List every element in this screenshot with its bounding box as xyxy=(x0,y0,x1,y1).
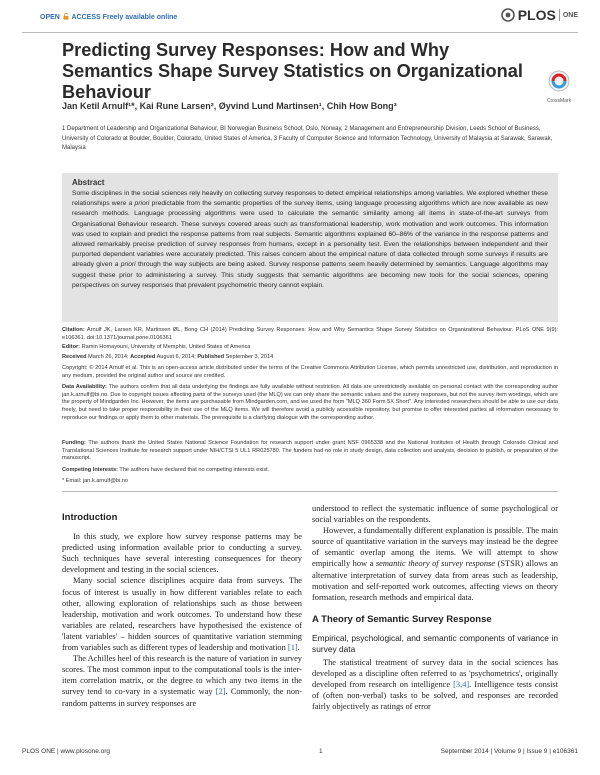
intro-paragraph-3 xyxy=(62,653,302,708)
freely-available-label: Freely available online xyxy=(102,14,178,21)
data-availability-block xyxy=(62,384,558,423)
left-column xyxy=(62,512,302,709)
footer-journal-url: PLOS ONE | www.plosone.org xyxy=(22,748,111,755)
citation-link-1[interactable]: [1] xyxy=(287,643,298,653)
published-date: September 3, 2014 xyxy=(225,354,274,360)
r2-emphasis: semantic theory of survey response xyxy=(375,559,496,569)
introduction-heading: Introduction xyxy=(62,512,118,523)
open-access-access: ACCESS xyxy=(71,14,101,21)
r2-text-a: However, a fundamentally different explanation is possible. The main source of quantitative variation in the surveys may instead be the degree of semantic overlap among the items. We will attempt to show empirically how a xyxy=(312,526,558,569)
copyright-block: Copyright: © 2014 Arnulf et al. This is an open-access article distributed under the terms of the Creative Commons Attribution License, which permits unrestricted use, distribution, and reproduction in any medium, provided the original author and source are credited. xyxy=(62,365,558,379)
author-list: Jan Ketil Arnulf¹*, Kai Rune Larsen², Øyvind Lund Martinsen¹, Chih How Bong³ xyxy=(62,101,397,111)
open-access-open: OPEN xyxy=(40,14,60,21)
logo-separator xyxy=(559,9,560,21)
corresponding-email: * Email: jan.k.arnulf@bi.no xyxy=(62,478,128,484)
abstract-part-2: predictable from the semantic properties of the survey items, using language processing algorithms which are now available as new research methods. Language processing algorithms were used to calculate the semantic similarity among all items in state-of-the-art surveys from Organisational Behaviour research. These surveys covered areas such as transformational leadership, work motivation and work outcomes. This information was used to explain and predict the response patterns from real subjects. Semantic algorithms explained 60–86% of the variance in the response patterns and allowed remarkably precise prediction of survey responses from humans, except in a personality test. Even the relationships between independent and their purported dependent variables were accurately predicted. This raises concern about the empirical nature of data collected through some surveys if results are already given xyxy=(72,200,548,269)
intro-paragraph-1: In this study, we explore how survey response patterns may be predicted using information available prior to conducting a survey. Such techniques have several interesting consequences for theory development and testing in the social sciences. xyxy=(62,532,302,575)
plos-wordmark: PLOS xyxy=(517,7,556,23)
r3-text-a: The statistical treatment of survey data in the social sciences has developed as a discipline often referred to as 'psychometrics', originally developed from research on intelligence xyxy=(312,657,558,690)
theory-heading: A Theory of Semantic Survey Response xyxy=(312,613,492,625)
editor-text: Ramin Homayouni, University of Memphis, United States of America xyxy=(81,344,251,350)
accepted-label: Accepted xyxy=(130,354,156,360)
intro-paragraph-2 xyxy=(62,575,302,653)
competing-interests-block xyxy=(62,467,558,475)
crossmark-label: CrossMark xyxy=(546,98,572,104)
abstract-text xyxy=(72,189,548,291)
editor-block xyxy=(62,344,558,352)
citation-link-3[interactable]: [3,4] xyxy=(453,680,470,690)
r3-text-b: . Intelligence tests consist of (often non-verbal) tasks to be solved, and responses are recorded fairly objectively as ratings of error xyxy=(312,680,558,712)
r2-text-b: (STSR) allows an alternative interpretation of survey data from areas such as leadership, motivation and self-reported work outcomes, affecting views on theory formation, research methods and empirical data. xyxy=(312,559,558,602)
accepted-date: August 6, 2014; xyxy=(156,354,196,360)
affiliations: 1 Department of Leadership and Organizational Behaviour, BI Norwegian Business School, Oslo, Norway, 2 Management and Entrepreneurship Division, Leeds School of Business, University of Colorado at Boulder, Boulder, Colorado, United States of America, 3 Faculty of Computer Science and Information Technology, University of Malaysia at Sarawak, Sarawak, Malaysia xyxy=(62,126,553,152)
right-paragraph-3 xyxy=(312,657,558,712)
data-availability-text: The authors confirm that all data underlying the findings are fully available without restriction. All data are unrestrictedly available on personal contact with the corresponding author jan.k.arnulf@bi.no. Due to copyright issues affecting parts of the surveys used (the MLQ) we can only share the semantic values and the survey responses, but not the survey item wordings, which are the property of Mindgarden Inc. However, the items are purchasable from Mindgarden.com, and we used the form "MLQ 360 Form 5X Short". Any interested researchers should be able to use our data freely, but need to take proper responsibility in their use of the MLQ items. We will therefore avoid a publicly accessible repository, but promise to offer interested parties all information necessary to reproduce our findings or apply them to other materials. The prerequisite is a clarifying dialogue with the corresponding author. xyxy=(62,384,559,421)
abstract-emphasis-1: a priori xyxy=(128,200,150,208)
crossmark-badge[interactable] xyxy=(542,70,576,104)
article-title: Predicting Survey Responses: How and Why Semantics Shape Survey Statistics on Organizational Behaviour xyxy=(62,40,523,102)
citation-block xyxy=(62,327,558,342)
abstract-emphasis-2: a priori xyxy=(114,261,136,269)
abstract-part-1: Some disciplines in the social sciences rely heavily on collecting survey responses to detect empirical relationships among variables. We explored whether these relationships were xyxy=(72,190,548,208)
plos-one-logo xyxy=(501,7,578,23)
crossmark-icon xyxy=(548,70,570,92)
funding-label: Funding: xyxy=(62,440,86,446)
received-date: March 26, 2014; xyxy=(88,354,129,360)
p3-text-a: The Achilles heel of this research is the nature of variation in survey scores. The most common input to the computational tools is the inter-item correlation matrix, or the degree to which any two items in the survey tend to co-vary in a systematic way xyxy=(62,654,302,697)
competing-interests-label: Competing Interests: xyxy=(62,467,118,473)
right-paragraph-1: understood to reflect the systematic influence of some psychological or social variables on the respondents. xyxy=(312,504,558,525)
journal-header xyxy=(22,7,578,29)
abstract-box xyxy=(62,173,558,322)
editor-label: Editor: xyxy=(62,344,81,350)
p2-text-a: Many social science disciplines acquire data from surveys. The focus of interest is usually in how different variables relate to each other, allowing exploration of relationships such as those between leadership, motivation and work outcomes. To understand how these variables are related, researchers have hypothesised the existence of 'latent variables' – hidden sources of quantitative variation stemming from variables such as different types of leadership and motivation xyxy=(62,576,302,653)
published-label: Published xyxy=(197,354,225,360)
dates-block xyxy=(62,354,558,362)
citation-link-2[interactable]: [2] xyxy=(215,687,226,697)
data-availability-label: Data Availability: xyxy=(62,384,107,390)
meta-rule xyxy=(62,491,558,492)
plos-logo-icon xyxy=(501,8,515,22)
empirical-subheading: Empirical, psychological, and semantic components of variance in survey data xyxy=(312,632,558,654)
p2-text-b: . xyxy=(297,643,300,653)
right-paragraph-2 xyxy=(312,525,558,603)
page-number: 1 xyxy=(319,748,323,755)
open-lock-icon xyxy=(63,13,69,20)
citation-label: Citation: xyxy=(62,327,85,333)
abstract-heading: Abstract xyxy=(72,178,105,187)
funding-text: The authors thank the United States National Science Foundation for research support under grant NSF 0965338 and the National Institutes of Health through Colorado Clinical and Translational Sciences Institute for research support under NIH/CTSI 5 UL1 RR025780. The funders had no role in study design, data collection and analysis, decision to publish, or preparation of the manuscript. xyxy=(62,440,558,462)
p3-text-b: . Commonly, the non-random patterns in survey responses are xyxy=(62,687,303,708)
received-label: Received xyxy=(62,354,87,360)
footer-issue-info: September 2014 | Volume 9 | Issue 9 | e106361 xyxy=(440,748,578,755)
competing-interests-text: The authors have declared that no competing interests exist. xyxy=(119,467,270,473)
abstract-part-3: through the way subjects are being asked. Survey response patterns seem heavily determined by semantics. Language algorithms may suggest these prior to administering a survey. This study suggests that semantic algorithms are becoming new tools for the social sciences, opening perspectives on survey responses that prevalent psychometric theory cannot explain. xyxy=(72,261,548,289)
citation-text: Arnulf JK, Larsen KR, Martinsen ØL, Bong CH (2014) Predicting Survey Responses: How and Why Semantics Shape Survey Statistics on Organizational Behaviour. PLoS ONE 9(9): e106361. doi:10.1371/journal.pone.0106361 xyxy=(62,327,558,341)
funding-block xyxy=(62,440,558,463)
header-rule xyxy=(22,32,578,33)
one-wordmark: ONE xyxy=(562,11,578,19)
open-access-label xyxy=(40,13,177,21)
right-column xyxy=(312,503,558,712)
